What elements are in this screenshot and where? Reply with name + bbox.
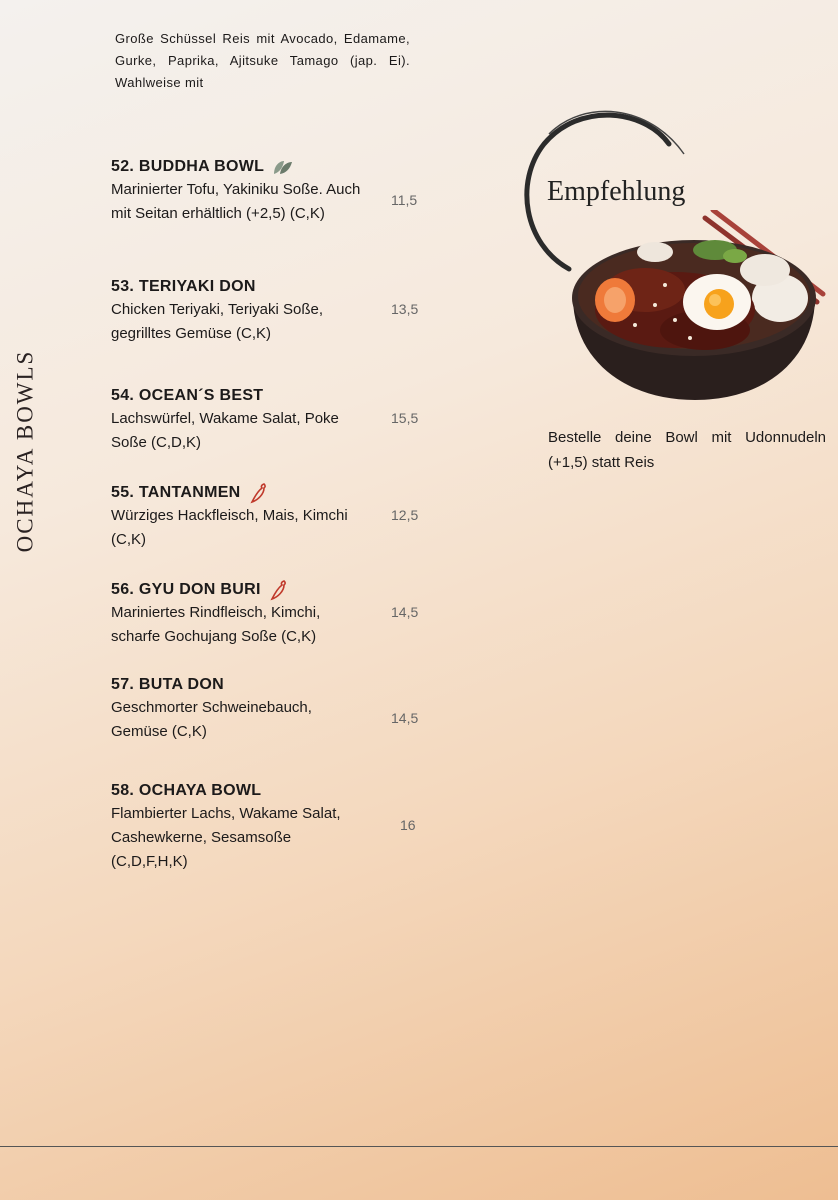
item-price: 14,5	[391, 604, 419, 620]
item-price: 12,5	[391, 507, 419, 523]
item-title	[111, 780, 451, 802]
menu-item	[111, 674, 451, 744]
rice-bowl-illustration	[565, 210, 827, 405]
menu-item	[111, 780, 451, 874]
item-title	[111, 385, 451, 407]
item-description: Geschmorter Schweinebauch, Gemüse (C,K)	[111, 699, 312, 740]
item-description: Mariniertes Rindfleisch, Kimchi, scharfe Gochujang Soße (C,K)	[111, 604, 321, 645]
recommendation-tip: Bestelle deine Bowl mit Udonnudeln (+1,5) statt Reis	[548, 429, 826, 471]
item-price: 11,5	[391, 192, 418, 208]
item-title-text: 53. TERIYAKI DON	[111, 278, 256, 295]
item-description: Flambierter Lachs, Wakame Salat, Cashewkerne, Sesamsoße (C,D,F,H,K)	[111, 805, 341, 870]
item-title	[111, 276, 451, 298]
chili-icon	[269, 579, 289, 601]
item-title-text: 55. TANTANMEN	[111, 484, 241, 501]
item-price: 15,5	[391, 410, 419, 426]
item-title-text: 52. BUDDHA BOWL	[111, 158, 265, 175]
item-title-text: 54. OCEAN´S BEST	[111, 387, 264, 404]
leaf-icon	[272, 159, 294, 175]
item-title-text: 58. OCHAYA BOWL	[111, 782, 262, 799]
divider	[0, 1146, 838, 1147]
item-title	[111, 482, 451, 504]
item-price: 14,5	[391, 710, 419, 726]
menu-item	[111, 482, 451, 552]
item-title	[111, 579, 451, 601]
item-description: Lachswürfel, Wakame Salat, Poke Soße (C,D,K)	[111, 410, 339, 451]
section-title	[10, 320, 40, 582]
item-title	[111, 156, 451, 178]
item-title-text: 57. BUTA DON	[111, 676, 224, 693]
section-title-text: OCHAYA BOWLS	[12, 349, 37, 553]
menu-item	[111, 385, 451, 455]
chili-icon	[249, 482, 269, 504]
item-price: 16	[400, 817, 416, 833]
item-title	[111, 674, 451, 696]
recommendation-label: Empfehlung	[547, 176, 686, 207]
item-title-text: 56. GYU DON BURI	[111, 581, 261, 598]
menu-item	[111, 276, 451, 346]
menu-item	[111, 579, 451, 649]
item-price: 13,5	[391, 301, 419, 317]
intro-text: Große Schüssel Reis mit Avocado, Edamame, Gurke, Paprika, Ajitsuke Tamago (jap. Ei). Wahlweise mit	[115, 31, 410, 90]
item-description: Marinierter Tofu, Yakiniku Soße. Auch mit Seitan erhältlich (+2,5) (C,K)	[111, 181, 361, 222]
menu-item	[111, 156, 451, 226]
item-description: Chicken Teriyaki, Teriyaki Soße, gegrilltes Gemüse (C,K)	[111, 301, 324, 342]
item-description: Würziges Hackfleisch, Mais, Kimchi (C,K)	[111, 507, 348, 548]
